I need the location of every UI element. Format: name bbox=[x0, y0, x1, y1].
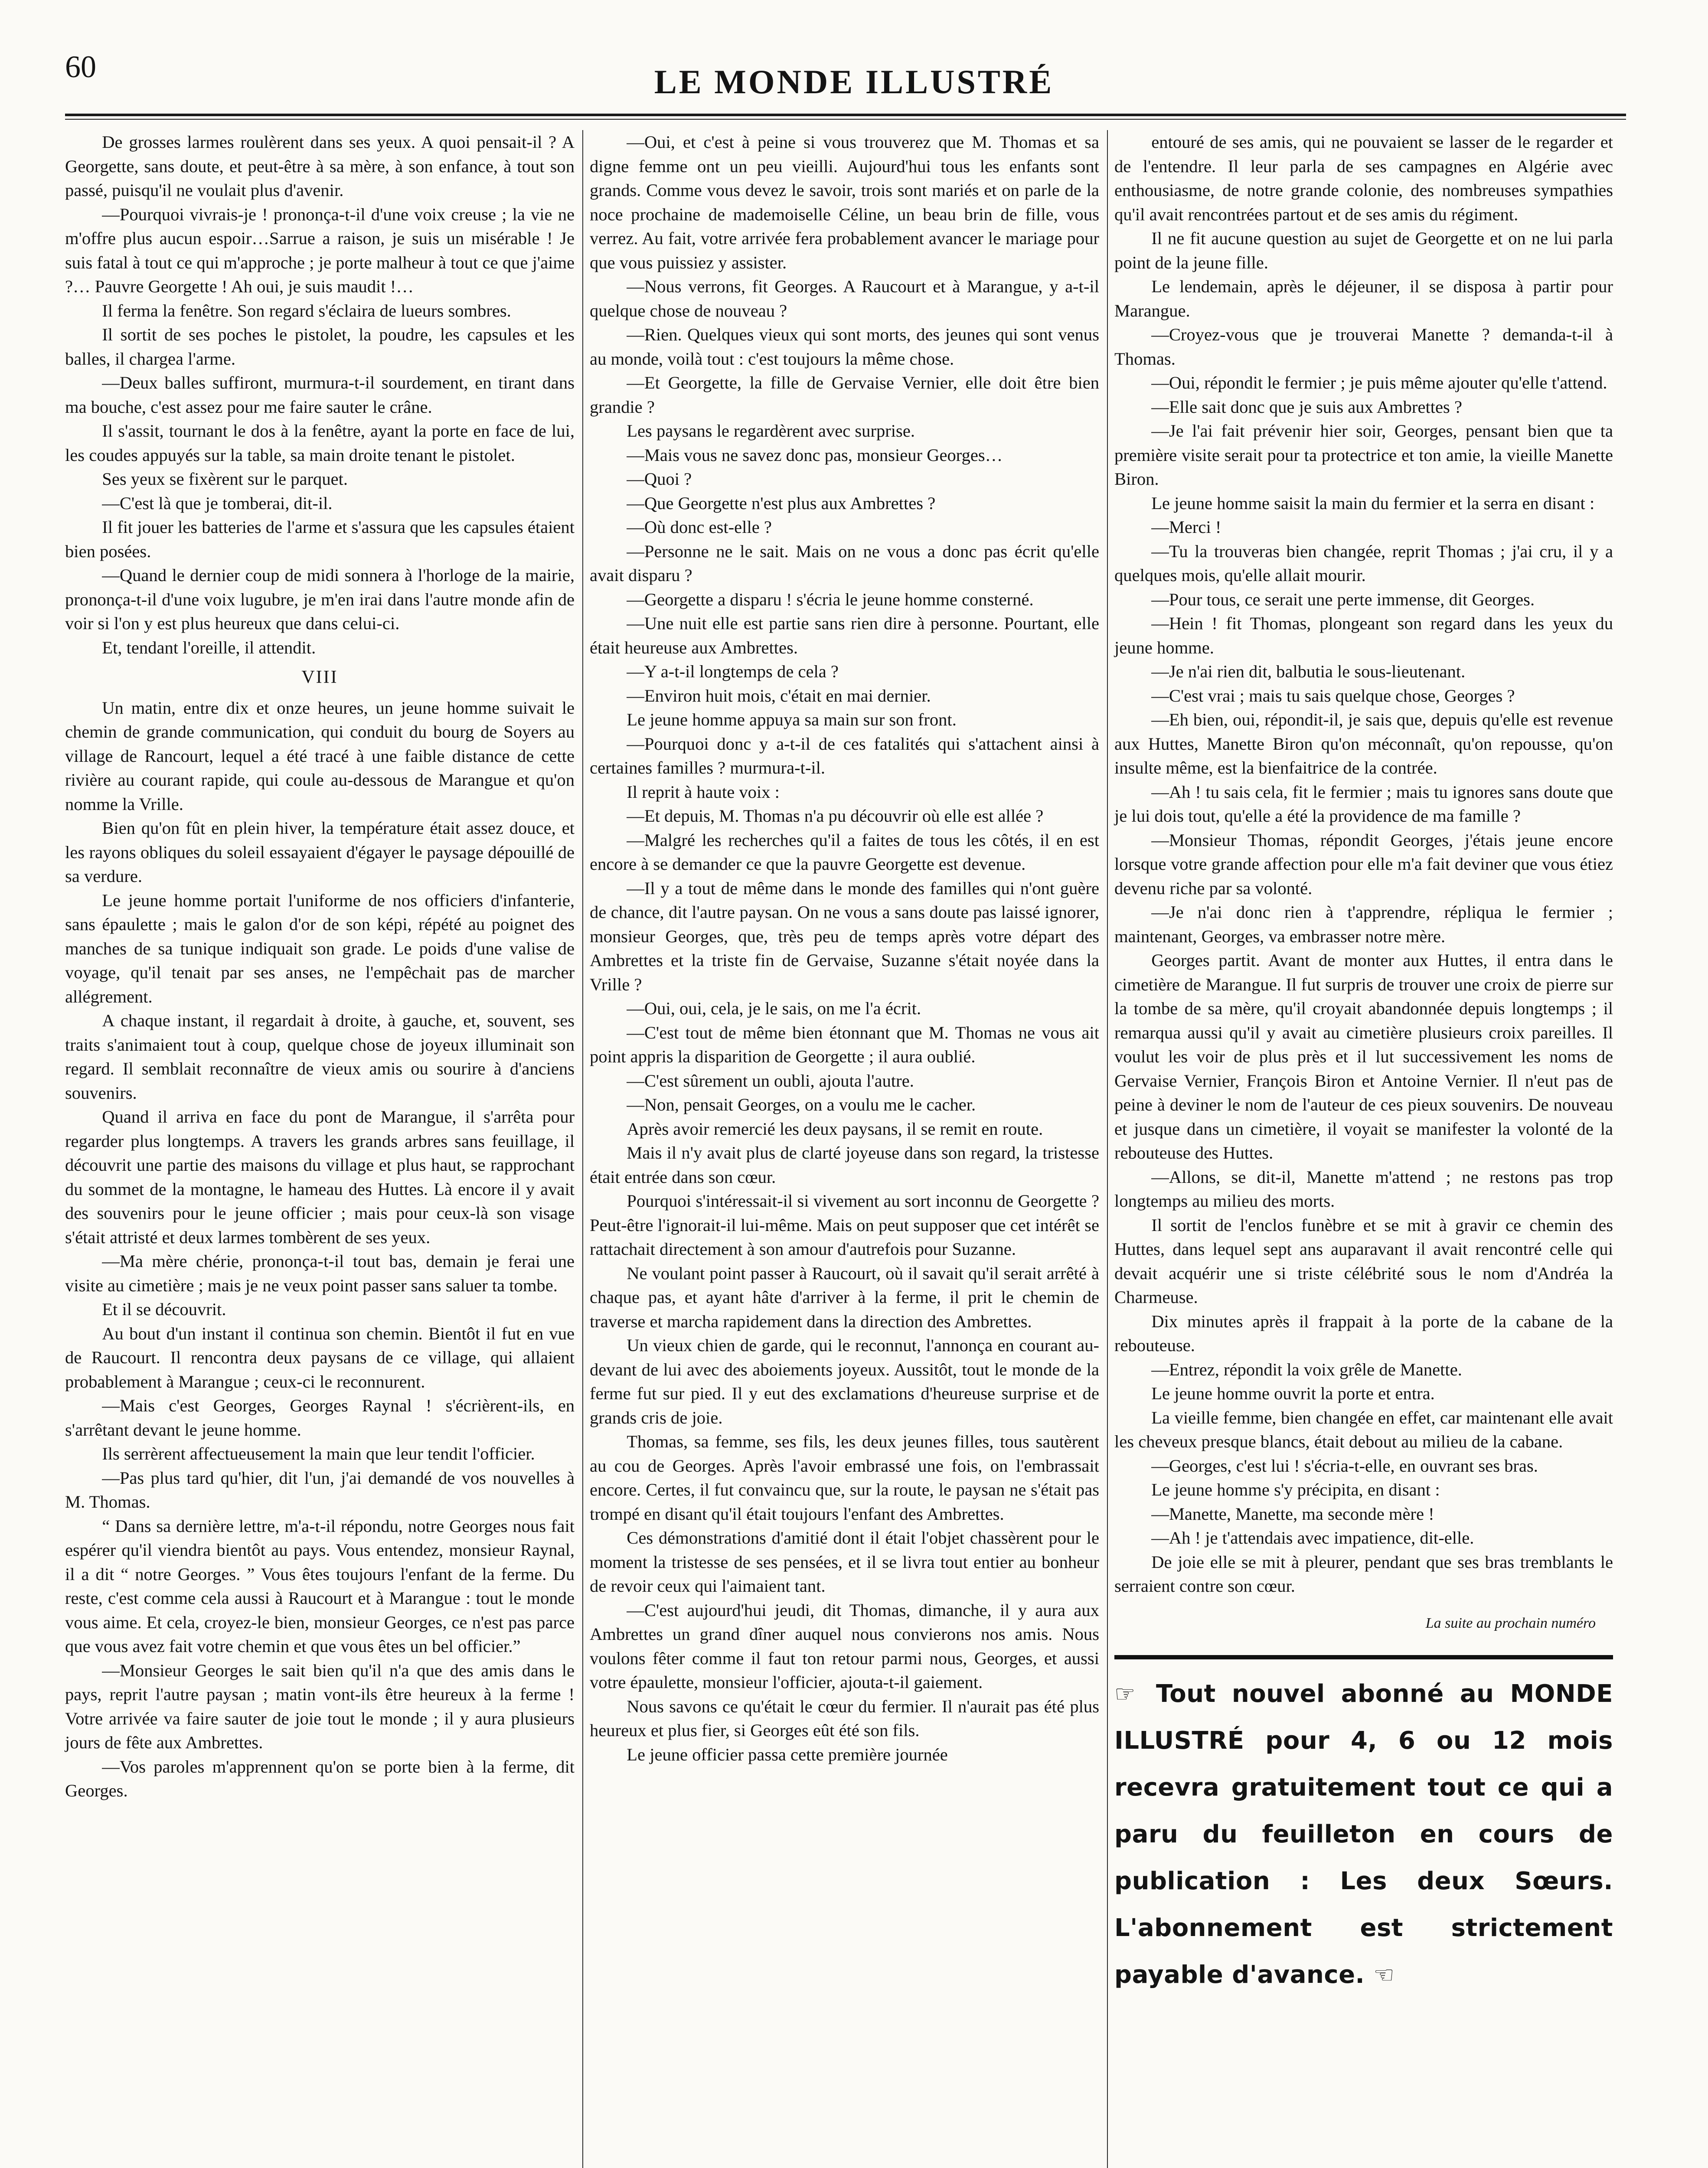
advertisement-rule bbox=[1114, 1655, 1613, 1659]
paragraph: —Une nuit elle est partie sans rien dire à personne. Pourtant, elle était heureuse aux Ambrettes. bbox=[590, 614, 1099, 657]
paragraph: —Ah ! je t'attendais avec impatience, dit-elle. bbox=[1151, 1528, 1474, 1548]
paragraph: Georges partit. Avant de monter aux Huttes, il entra dans le cimetière de Marangue. Il fut surpris de trouver une croix de pierre sur la tombe de sa mère, qu'il croyait abandonnée depuis longtemps ; il remarqua aussi qu'il y avait au cimetière plusieurs croix pareilles. Il voulut les voir de plus près et il lut successivement les noms de Gervaise Vernier, François Biron et Antoine Vernier. Il n'eut pas de peine à deviner le nom de l'auteur de ces pieux souvenirs. De nouveau et jusque dans un cimetière, il voyait se manifester la volonté de la rebouteuse des Huttes. bbox=[1114, 950, 1613, 1162]
paragraph: —Vos paroles m'apprennent qu'on se porte bien à la ferme, dit Georges. bbox=[65, 1757, 575, 1800]
paragraph: —Quoi ? bbox=[627, 469, 692, 489]
paragraph: De grosses larmes roulèrent dans ses yeux. A quoi pensait-il ? A Georgette, sans doute, et peut-être à sa mère, à son enfance, à tout son passé, puisqu'il ne voulait plus d'avenir. bbox=[65, 132, 575, 200]
paragraph: —Je n'ai rien dit, balbutia le sous-lieutenant. bbox=[1151, 662, 1466, 681]
paragraph: —Allons, se dit-il, Manette m'attend ; ne restons pas trop longtemps au milieu des morts. bbox=[1114, 1167, 1613, 1211]
paragraph: —C'est là que je tomberai, dit-il. bbox=[102, 493, 333, 513]
paragraph: Après avoir remercié les deux paysans, il se remit en route. bbox=[627, 1119, 1043, 1139]
paragraph: Un matin, entre dix et onze heures, un jeune homme suivait le chemin de grande communication, qui conduit du bourg de Soyers au village de Rancourt, lequel a été tracé à une faible distance de cette rivière au courant rapide, qui coule au-dessous de Marangue et qu'on nomme la Vrille. bbox=[65, 698, 575, 814]
paragraph: —Hein ! fit Thomas, plongeant son regard dans les yeux du jeune homme. bbox=[1114, 614, 1613, 657]
paragraph: —Il y a tout de même dans le monde des familles qui n'ont guère de chance, dit l'autre paysan. On ne vous a sans doute pas laissé ignorer, monsieur Georges, que, très peu de temps après votre départ des Ambrettes et la triste fin de Gervaise, Suzanne s'était noyée dans la Vrille ? bbox=[590, 878, 1099, 994]
paragraph: entouré de ses amis, qui ne pouvaient se lasser de le regarder et de l'entendre. Il leur parla de ses campagnes en Algérie avec enthousiasme, de notre grande colonie, des nombreuses sympathies qu'il avait rencontrées partout et de ses amis du régiment. bbox=[1114, 132, 1613, 224]
paragraph: —Pour tous, ce serait une perte immense, dit Georges. bbox=[1151, 589, 1535, 609]
paragraph: Il sortit de l'enclos funèbre et se mit à gravir ce chemin des Huttes, dans lequel sept ans auparavant il avait rencontré celle qui devait acquérir une si triste célébrité sous le nom d'Andréa la Charmeuse. bbox=[1114, 1215, 1613, 1307]
paragraph: —Y a-t-il longtemps de cela ? bbox=[627, 662, 839, 681]
column-divider-1 bbox=[582, 130, 583, 2168]
header-rule-thick bbox=[65, 114, 1626, 116]
paragraph: —Personne ne le sait. Mais on ne vous a donc pas écrit qu'elle avait disparu ? bbox=[590, 541, 1099, 585]
paragraph: Mais il n'y avait plus de clarté joyeuse dans son regard, la tristesse était entrée dans son cœur. bbox=[590, 1143, 1099, 1187]
paragraph: Il sortit de ses poches le pistolet, la poudre, les capsules et les balles, il chargea l'arme. bbox=[65, 325, 575, 369]
paragraph: Pourquoi s'intéressait-il si vivement au sort inconnu de Georgette ? Peut-être l'ignorait-il lui-même. Mais on peut supposer que cet intérêt se rattachait directement à son amour d'autrefois pour Suzanne. bbox=[590, 1191, 1099, 1259]
subscription-advertisement bbox=[1114, 1671, 1613, 1998]
paragraph: —Georges, c'est lui ! s'écria-t-elle, en ouvrant ses bras. bbox=[1151, 1456, 1538, 1476]
paragraph: Ces démonstrations d'amitié dont il était l'objet chassèrent pour le moment la tristesse de ses pensées, et il se livra tout entier au bonheur de revoir ceux qui l'aimaient tant. bbox=[590, 1528, 1099, 1596]
paragraph: —Pourquoi donc y a-t-il de ces fatalités qui s'attachent ainsi à certaines familles ? murmura-t-il. bbox=[590, 734, 1099, 777]
paragraph: —Quand le dernier coup de midi sonnera à l'horloge de la mairie, prononça-t-il d'une voix lugubre, je m'en irai dans l'autre monde afin de voir si l'on y est plus heureux que dans celui-ci. bbox=[65, 565, 575, 633]
paragraph: —Pourquoi vivrais-je ! prononça-t-il d'une voix creuse ; la vie ne m'offre plus aucun espoir…Sarrue a raison, je suis un misérable ! Je suis fatal à tout ce qui m'approche ; je porte malheur à tout ce que j'aime ?… Pauvre Georgette ! Ah oui, je suis maudit !… bbox=[65, 204, 575, 296]
masthead-title: LE MONDE ILLUSTRÉ bbox=[654, 63, 1054, 101]
column-3-paragraphs bbox=[1114, 130, 1613, 1598]
paragraph: —C'est sûrement un oubli, ajouta l'autre. bbox=[627, 1071, 914, 1091]
paragraph: Il ferma la fenêtre. Son regard s'éclaira de lueurs sombres. bbox=[102, 300, 511, 320]
paragraph: —Mais c'est Georges, Georges Raynal ! s'écrièrent-ils, en s'arrêtant devant le jeune homme. bbox=[65, 1396, 575, 1440]
paragraph: —Rien. Quelques vieux qui sont morts, des jeunes qui sont venus au monde, voilà tout : c'est toujours la même chose. bbox=[590, 325, 1099, 369]
continuation-note: La suite au prochain numéro bbox=[1425, 1615, 1596, 1631]
paragraph: Le jeune homme saisit la main du fermier et la serra en disant : bbox=[1151, 493, 1595, 513]
paragraph: —Nous verrons, fit Georges. A Raucourt et à Marangue, y a-t-il quelque chose de nouveau ? bbox=[590, 277, 1099, 320]
column-divider-2 bbox=[1107, 130, 1108, 2168]
paragraph: Un vieux chien de garde, qui le reconnut, l'annonça en courant au-devant de lui avec des aboiements joyeux. Aussitôt, tout le monde de la ferme fut sur pied. Il y eut des exclamations d'heureuse surprise et de grands cris de joie. bbox=[590, 1335, 1099, 1427]
paragraph: Bien qu'on fût en plein hiver, la température était assez douce, et les rayons obliques du soleil essayaient d'égayer le paysage dépouillé de sa verdure. bbox=[65, 818, 575, 886]
paragraph: —Oui, et c'est à peine si vous trouverez que M. Thomas et sa digne femme ont un peu vieilli. Aujourd'hui tous les enfants sont grands. Comme vous devez le savoir, trois sont mariés et on parle de la noce prochaine de mademoiselle Céline, un beau brin de fille, vous verrez. Au fait, votre arrivée fera probablement avancer le mariage pour que vous puissiez y assister. bbox=[590, 132, 1099, 272]
paragraph: —Que Georgette n'est plus aux Ambrettes ? bbox=[627, 493, 936, 513]
paragraph: —Merci ! bbox=[1151, 517, 1221, 537]
paragraph: Ses yeux se fixèrent sur le parquet. bbox=[102, 469, 348, 489]
paragraph: —Environ huit mois, c'était en mai dernier. bbox=[627, 686, 931, 705]
paragraph: Il fit jouer les batteries de l'arme et s'assura que les capsules étaient bien posées. bbox=[65, 517, 575, 561]
paragraph: Les paysans le regardèrent avec surprise. bbox=[627, 421, 915, 441]
paragraph: Le jeune homme ouvrit la porte et entra. bbox=[1151, 1384, 1435, 1403]
paragraph: Le jeune officier passa cette première journée bbox=[627, 1744, 948, 1764]
paragraph: —Mais vous ne savez donc pas, monsieur Georges… bbox=[627, 445, 1003, 465]
paragraph: Quand il arriva en face du pont de Marangue, il s'arrêta pour regarder plus longtemps. A travers les grands arbres sans feuillage, il découvrit une partie des maisons du village et plus haut, se rapprochant du sommet de la montagne, le hameau des Huttes. Là encore il y avait des souvenirs pour le jeune officier ; mais pour ceux-là son visage s'était attristé et deux larmes tombèrent de ses yeux. bbox=[65, 1107, 575, 1247]
paragraph: —C'est vrai ; mais tu sais quelque chose, Georges ? bbox=[1151, 686, 1515, 705]
paragraph: —Oui, répondit le fermier ; je puis même ajouter qu'elle t'attend. bbox=[1151, 373, 1607, 392]
paragraph: —Croyez-vous que je trouverai Manette ? demanda-t-il à Thomas. bbox=[1114, 325, 1613, 369]
paragraph: “ Dans sa dernière lettre, m'a-t-il répondu, notre Georges nous fait espérer qu'il viendra bientôt au pays. Vous entendez, monsieur Raynal, il a dit “ notre Georges. ” Vous êtes toujours l'enfant de la ferme. Du reste, c'est comme cela aussi à Raucourt et à Marangue : tout le monde vous aime. Et cela, croyez-le bien, monsieur Georges, ce n'est pas parce que vous avez fait votre chemin et que vous êtes un bel officier.” bbox=[65, 1516, 575, 1656]
paragraph: Il ne fit aucune question au sujet de Georgette et on ne lui parla point de la jeune fille. bbox=[1114, 229, 1613, 272]
paragraph: —Eh bien, oui, répondit-il, je sais que, depuis qu'elle est revenue aux Huttes, Manette Biron qu'on méconnaît, qu'on repousse, qu'on insulte même, est la bienfaitrice de la contrée. bbox=[1114, 710, 1613, 777]
paragraph: —Deux balles suffiront, murmura-t-il sourdement, en tirant dans ma bouche, c'est assez pour me faire sauter le crâne. bbox=[65, 373, 575, 417]
paragraph: Et, tendant l'oreille, il attendit. bbox=[102, 637, 316, 657]
paragraph: —Pas plus tard qu'hier, dit l'un, j'ai demandé de vos nouvelles à M. Thomas. bbox=[65, 1468, 575, 1512]
paragraph: Thomas, sa femme, ses fils, les deux jeunes filles, tous sautèrent au cou de Georges. Après l'avoir embrassé une fois, on l'embrassait encore. Certes, il fut convaincu que, sur la route, le paysan ne s'était pas trompé en disant qu'il était toujours l'enfant des Ambrettes. bbox=[590, 1432, 1099, 1524]
paragraph: —Ma mère chérie, prononça-t-il tout bas, demain je ferai une visite au cimetière ; mais je ne veux point passer sans saluer ta tombe. bbox=[65, 1251, 575, 1295]
paragraph: —Et depuis, M. Thomas n'a pu découvrir où elle est allée ? bbox=[627, 806, 1044, 826]
paragraph: Et il se découvrit. bbox=[102, 1299, 226, 1319]
page-number: 60 bbox=[65, 49, 96, 84]
paragraph: De joie elle se mit à pleurer, pendant que ses bras tremblants le serraient contre son cœur. bbox=[1114, 1552, 1613, 1596]
paragraph: La vieille femme, bien changée en effet, car maintenant elle avait les cheveux presque blancs, était debout au milieu de la cabane. bbox=[1114, 1407, 1613, 1451]
paragraph: —C'est aujourd'hui jeudi, dit Thomas, dimanche, il y aura aux Ambrettes un grand dîner auquel nous convierons nos amis. Nous voulons fêter comme il faut ton retour parmi nous, Georges, et aussi votre épaulette, monsieur l'officier, ajouta-t-il gaiement. bbox=[590, 1600, 1099, 1692]
chapter-heading: VIII bbox=[301, 667, 338, 687]
paragraph: —Manette, Manette, ma seconde mère ! bbox=[1151, 1504, 1434, 1524]
paragraph: —Non, pensait Georges, on a voulu me le cacher. bbox=[627, 1095, 976, 1114]
paragraph: Au bout d'un instant il continua son chemin. Bientôt il fut en vue de Raucourt. Il rencontra deux paysans de ce village, qui allaient probablement à Marangue ; ceux-ci le reconnurent. bbox=[65, 1323, 575, 1391]
paragraph: Il reprit à haute voix : bbox=[627, 782, 780, 802]
pointing-hand-icon: ☜ bbox=[1373, 1961, 1395, 1988]
advertisement-text: Tout nouvel abonné au MONDE ILLUSTRÉ pour 4, 6 ou 12 mois recevra gratuitement tout ce qui a paru du feuilleton en cours de publication : Les deux Sœurs. L'abonnement est strictement payable d'avance. bbox=[1114, 1680, 1613, 1989]
paragraph: Le lendemain, après le déjeuner, il se disposa à partir pour Marangue. bbox=[1114, 277, 1613, 320]
paragraph: —Je n'ai donc rien à t'apprendre, répliqua le fermier ; maintenant, Georges, va embrasser notre mère. bbox=[1114, 902, 1613, 946]
paragraph: Le jeune homme appuya sa main sur son front. bbox=[627, 710, 957, 729]
paragraph: —Tu la trouveras bien changée, reprit Thomas ; j'ai cru, il y a quelques mois, qu'elle allait mourir. bbox=[1114, 541, 1613, 585]
paragraph: Nous savons ce qu'était le cœur du fermier. Il n'aurait pas été plus heureux et plus fier, si Georges eût été son fils. bbox=[590, 1696, 1099, 1740]
paragraph: Dix minutes après il frappait à la porte de la cabane de la rebouteuse. bbox=[1114, 1311, 1613, 1355]
paragraph: Le jeune homme portait l'uniforme de nos officiers d'infanterie, sans épaulette ; mais le galon d'or de son képi, répété au poignet des manches de sa tunique indiquait son grade. Le poids d'une valise de voyage, qu'il tenait par ses anses, ne l'empêchait pas de marcher allégrement. bbox=[65, 890, 575, 1006]
paragraph: —Monsieur Thomas, répondit Georges, j'étais jeune encore lorsque votre grande affection pour elle m'a fait deviner que vous étiez devenu riche par sa volonté. bbox=[1114, 830, 1613, 898]
paragraph: —Où donc est-elle ? bbox=[627, 517, 772, 537]
paragraph: Il s'assit, tournant le dos à la fenêtre, ayant la porte en face de lui, les coudes appuyés sur la table, sa main droite tenant le pistolet. bbox=[65, 421, 575, 465]
text-column-1 bbox=[65, 130, 575, 1803]
paragraph: Le jeune homme s'y précipita, en disant : bbox=[1151, 1480, 1440, 1499]
paragraph: —Ah ! tu sais cela, fit le fermier ; mais tu ignores sans doute que je lui dois tout, qu'elle a été la providence de ma famille ? bbox=[1114, 782, 1613, 826]
paragraph: —Elle sait donc que je suis aux Ambrettes ? bbox=[1151, 397, 1462, 417]
pointing-hand-icon: ☞ bbox=[1114, 1680, 1136, 1708]
paragraph: —C'est tout de même bien étonnant que M. Thomas ne vous ait point appris la disparition de Georgette ; il aura oublié. bbox=[590, 1022, 1099, 1066]
paragraph: —Et Georgette, la fille de Gervaise Vernier, elle doit être bien grandie ? bbox=[590, 373, 1099, 417]
header-rule-thin bbox=[65, 119, 1626, 120]
paragraph: —Entrez, répondit la voix grêle de Manette. bbox=[1151, 1359, 1462, 1379]
paragraph: —Monsieur Georges le sait bien qu'il n'a que des amis dans le pays, reprit l'autre paysan ; matin vont-ils être heureux à la ferme ! Votre arrivée va faire sauter de joie tout le monde ; il y aura plusieurs jours de fête aux Ambrettes. bbox=[65, 1660, 575, 1752]
paragraph: —Je l'ai fait prévenir hier soir, Georges, pensant bien que ta première visite serait pour ta protectrice et ton amie, la vieille Manette Biron. bbox=[1114, 421, 1613, 489]
paragraph: —Oui, oui, cela, je le sais, on me l'a écrit. bbox=[627, 999, 921, 1018]
paragraph: —Malgré les recherches qu'il a faites de tous les côtés, il en est encore à se demander ce que la pauvre Georgette est devenue. bbox=[590, 830, 1099, 874]
paragraph: Ils serrèrent affectueusement la main que leur tendit l'officier. bbox=[102, 1444, 535, 1463]
paragraph: A chaque instant, il regardait à droite, à gauche, et, souvent, ses traits s'animaient tout à coup, quelque chose de joyeux illuminait son regard. Il semblait reconnaître de vieux amis ou sourire à d'anciens souvenirs. bbox=[65, 1011, 575, 1103]
paragraph: —Georgette a disparu ! s'écria le jeune homme consterné. bbox=[627, 589, 1034, 609]
text-column-3 bbox=[1114, 130, 1613, 1998]
text-column-2 bbox=[590, 130, 1099, 1766]
paragraph: Ne voulant point passer à Raucourt, où il savait qu'il serait arrêté à chaque pas, et ayant hâte d'arriver à la ferme, il prit le chemin de traverse et marcha rapidement dans la direction des Ambrettes. bbox=[590, 1263, 1099, 1331]
